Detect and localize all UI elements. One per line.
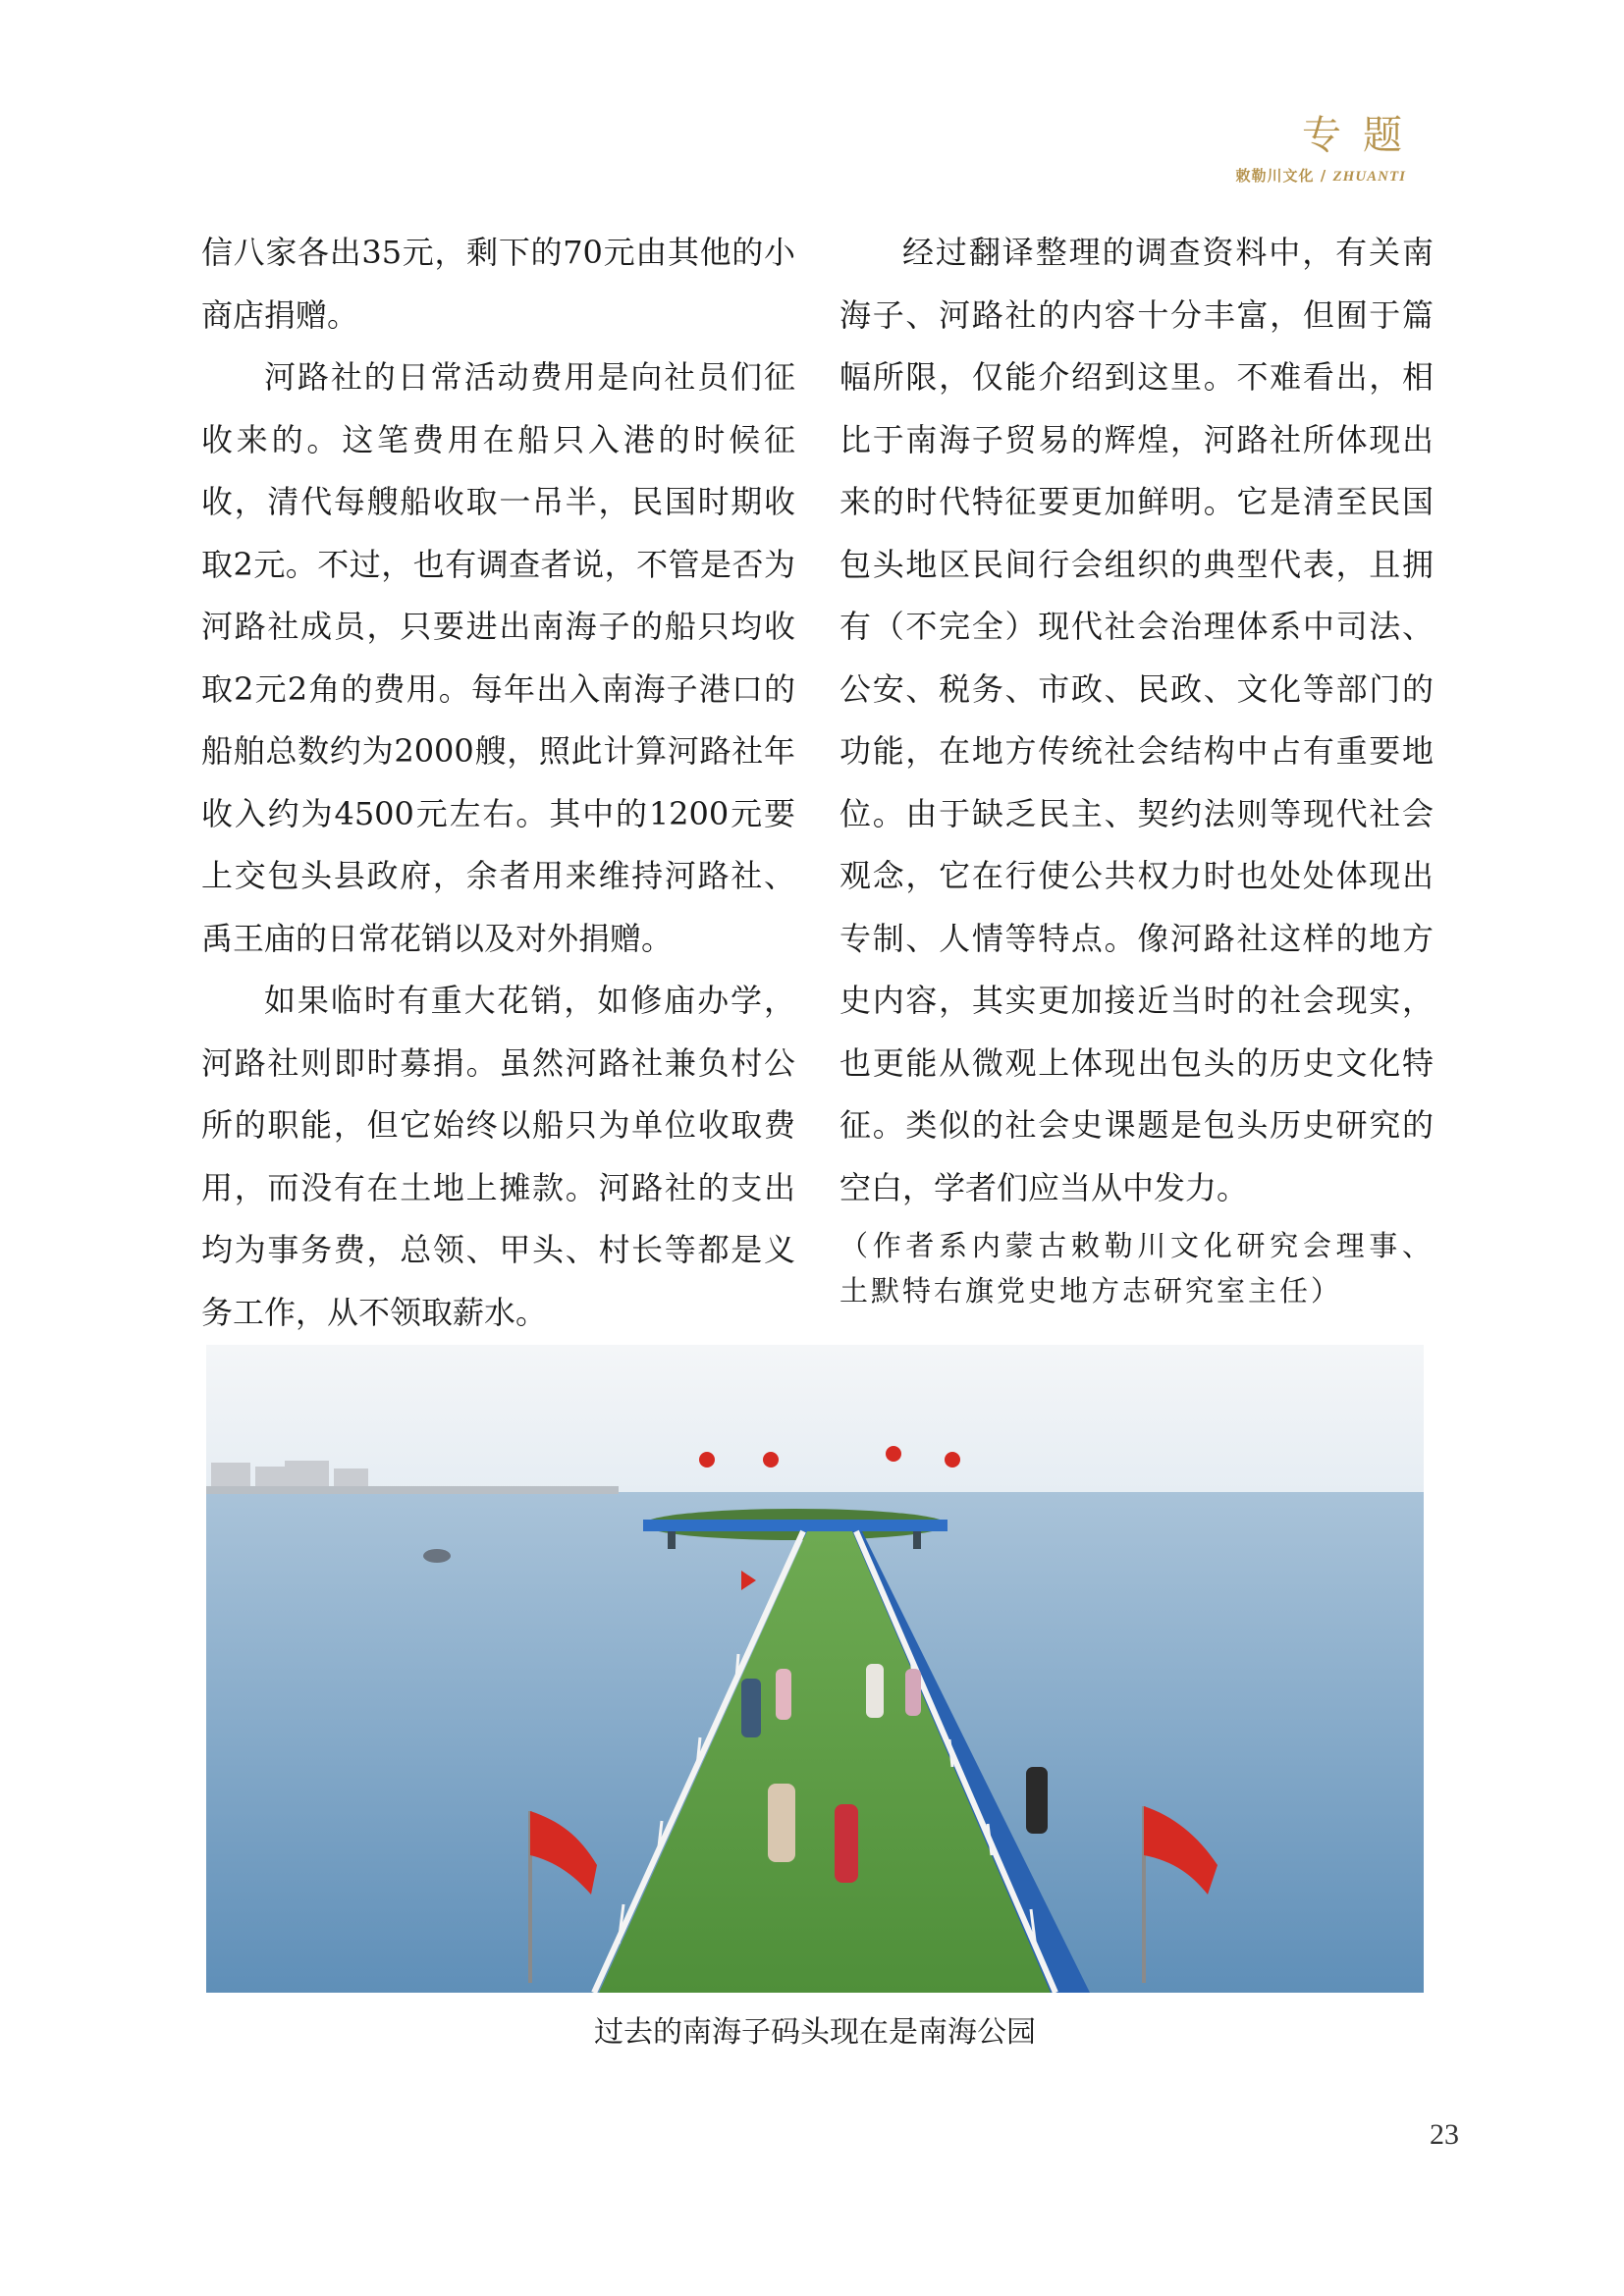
section-subtitle-sep: / xyxy=(1314,167,1333,185)
small-boat xyxy=(423,1549,451,1563)
paragraph: 如果临时有重大花销，如修庙办学，河路社则即时募捐。虽然河路社兼负村公所的职能，但它始终以船只为单位收取费用，而没有在土地上摊款。河路社的支出均为事务费，总领、甲头、村长等都是义务工作，从不领取薪水。 xyxy=(201,982,795,1331)
section-title: 专题 xyxy=(1302,113,1424,158)
page-number: 23 xyxy=(1430,2118,1459,2151)
left-column xyxy=(201,222,795,1344)
sky xyxy=(206,1345,1424,1492)
page-header xyxy=(1235,110,1424,186)
right-column xyxy=(839,222,1434,1313)
paragraph: 河路社的日常活动费用是向社员们征收来的。这笔费用在船只入港的时候征收，清代每艘船收取一吊半，民国时期收取2元。不过，也有调查者说，不管是否为河路社成员，只要进出南海子的船只均收取2元2角的费用。每年出入南海子港口的船舶总数约为2000艘，照此计算河路社年收入约为4500元左右。其中的1200元要上交包头县政府，余者用来维持河路社、禹王庙的日常花销以及对外捐赠。 xyxy=(201,358,795,957)
paragraph: 信八家各出35元，剩下的70元由其他的小商店捐赠。 xyxy=(201,234,795,334)
photo-caption: 过去的南海子码头现在是南海公园 xyxy=(594,2015,1036,2050)
section-subtitle-cn: 敕勒川文化 xyxy=(1235,167,1315,185)
shoreline xyxy=(206,1486,619,1494)
pier-photo xyxy=(206,1345,1424,1993)
author-note: （作者系内蒙古敕勒川文化研究会理事、土默特右旗党史地方志研究室主任） xyxy=(839,1229,1434,1308)
paragraph: 经过翻译整理的调查资料中，有关南海子、河路社的内容十分丰富，但囿于篇幅所限，仅能介绍到这里。不难看出，相比于南海子贸易的辉煌，河路社所体现出来的时代特征要更加鲜明。它是清至民国包头地区民间行会组织的典型代表，且拥有（不完全）现代社会治理体系中司法、公安、税务、市政、民政、文化等部门的功能，在地方传统社会结构中占有重要地位。由于缺乏民主、契约法则等现代社会观念，它在行使公共权力时也处处体现出专制、人情等特点。像河路社这样的地方史内容，其实更加接近当时的社会现实，也更能从微观上体现出包头的历史文化特征。类似的社会史课题是包头历史研究的空白，学者们应当从中发力。 xyxy=(839,234,1434,1206)
pier-photo-illustration xyxy=(206,1345,1424,1993)
section-subtitle xyxy=(1236,165,1406,186)
section-subtitle-en: ZHUANTI xyxy=(1332,169,1406,185)
